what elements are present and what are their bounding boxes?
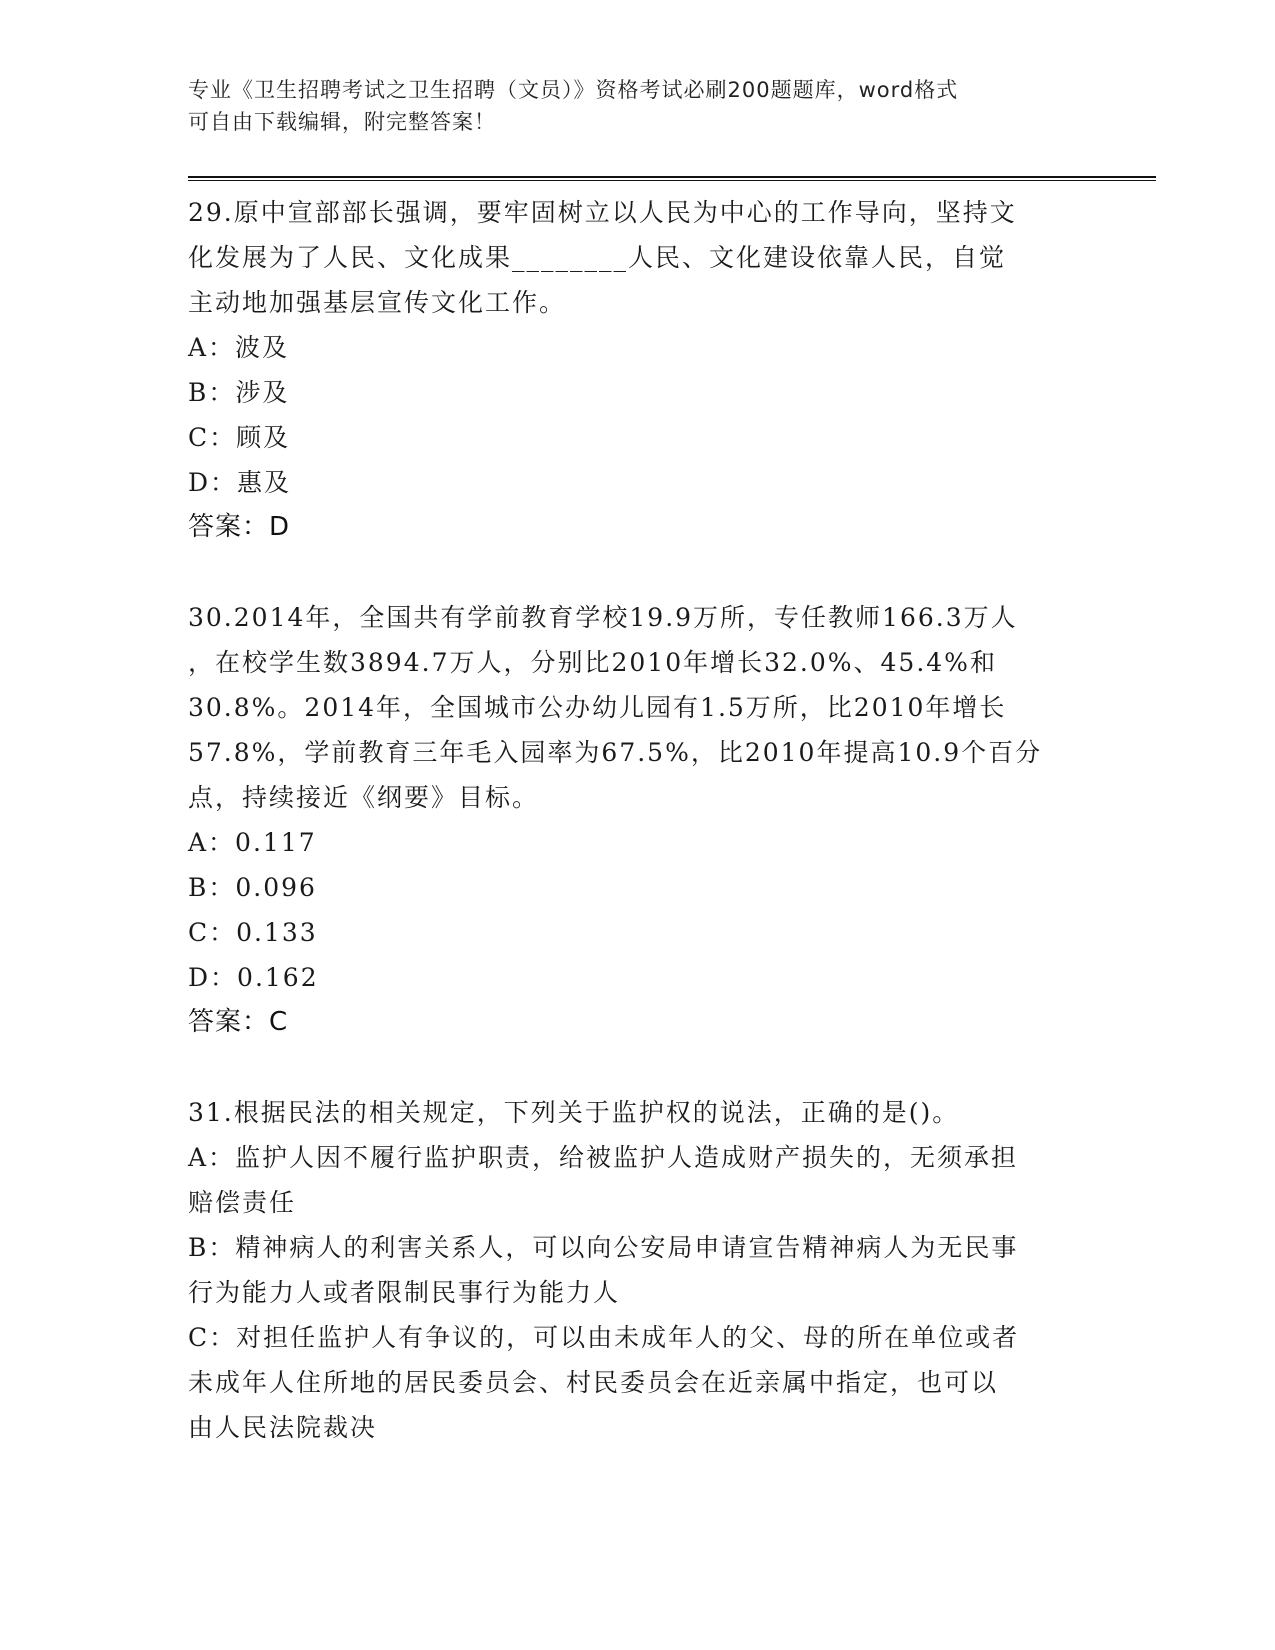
- question-29-line-1: 29.原中宣部部长强调，要牢固树立以人民为中心的工作导向，坚持文: [188, 198, 1017, 227]
- question-30-line-5: 点，持续接近《纲要》目标。: [188, 783, 540, 812]
- question-31-line-1: 31.根据民法的相关规定，下列关于监护权的说法，正确的是()。: [188, 1098, 960, 1127]
- header-divider: [188, 176, 1156, 181]
- question-30-option-d: D：0.162: [188, 963, 319, 992]
- question-spacer: [188, 1045, 1088, 1090]
- question-31-option-a-line-2: 赔偿责任: [188, 1188, 297, 1217]
- question-31-option-c-line-3: 由人民法院裁决: [188, 1413, 378, 1442]
- question-31-option-b-line-2: 行为能力人或者限制民事行为能力人: [188, 1278, 621, 1307]
- question-31: [188, 1090, 1088, 1450]
- question-29-option-c: C：顾及: [188, 423, 291, 452]
- question-29-option-a: A：波及: [188, 333, 290, 362]
- question-30-line-1: 30.2014年，全国共有学前教育学校19.9万所，专任教师166.3万人: [188, 603, 1018, 632]
- question-30-line-4: 57.8%，学前教育三年毛入园率为67.5%，比2010年提高10.9个百分: [188, 738, 1043, 767]
- header-title-line-2: 可自由下载编辑，附完整答案！: [188, 110, 496, 134]
- question-31-option-c-line-2: 未成年人住所地的居民委员会、村民委员会在近亲属中指定，也可以: [188, 1368, 999, 1397]
- question-31-option-c-line-1: C：对担任监护人有争议的，可以由未成年人的父、母的所在单位或者: [188, 1323, 1020, 1352]
- question-29-answer: 答案：D: [188, 512, 291, 542]
- question-30-line-3: 30.8%。2014年，全国城市公办幼儿园有1.5万所，比2010年增长: [188, 693, 1007, 722]
- question-29-line-2: 化发展为了人民、文化成果________人民、文化建设依靠人民，自觉: [188, 243, 1007, 272]
- question-30: [188, 595, 1088, 1045]
- question-spacer: [188, 550, 1088, 595]
- question-31-option-a-line-1: A：监护人因不履行监护职责，给被监护人造成财产损失的，无须承担: [188, 1143, 1019, 1172]
- header-title-line-1: 专业《卫生招聘考试之卫生招聘（文员）》资格考试必刷200题题库，word格式: [188, 78, 959, 102]
- question-31-option-b-line-1: B：精神病人的利害关系人，可以向公安局申请宣告精神病人为无民事: [188, 1233, 1019, 1262]
- question-30-line-2: ，在校学生数3894.7万人，分别比2010年增长32.0%、45.4%和: [188, 648, 997, 677]
- questions-content: [188, 190, 1088, 1450]
- question-29-option-d: D：惠及: [188, 468, 292, 497]
- question-30-option-b: B：0.096: [188, 873, 317, 902]
- question-29-line-3: 主动地加强基层宣传文化工作。: [188, 288, 567, 317]
- question-30-answer: 答案：C: [188, 1007, 289, 1037]
- question-29-option-b: B：涉及: [188, 378, 290, 407]
- question-30-option-a: A：0.117: [188, 828, 317, 857]
- document-header: [188, 74, 1068, 138]
- question-30-option-c: C：0.133: [188, 918, 318, 947]
- question-29: [188, 190, 1088, 550]
